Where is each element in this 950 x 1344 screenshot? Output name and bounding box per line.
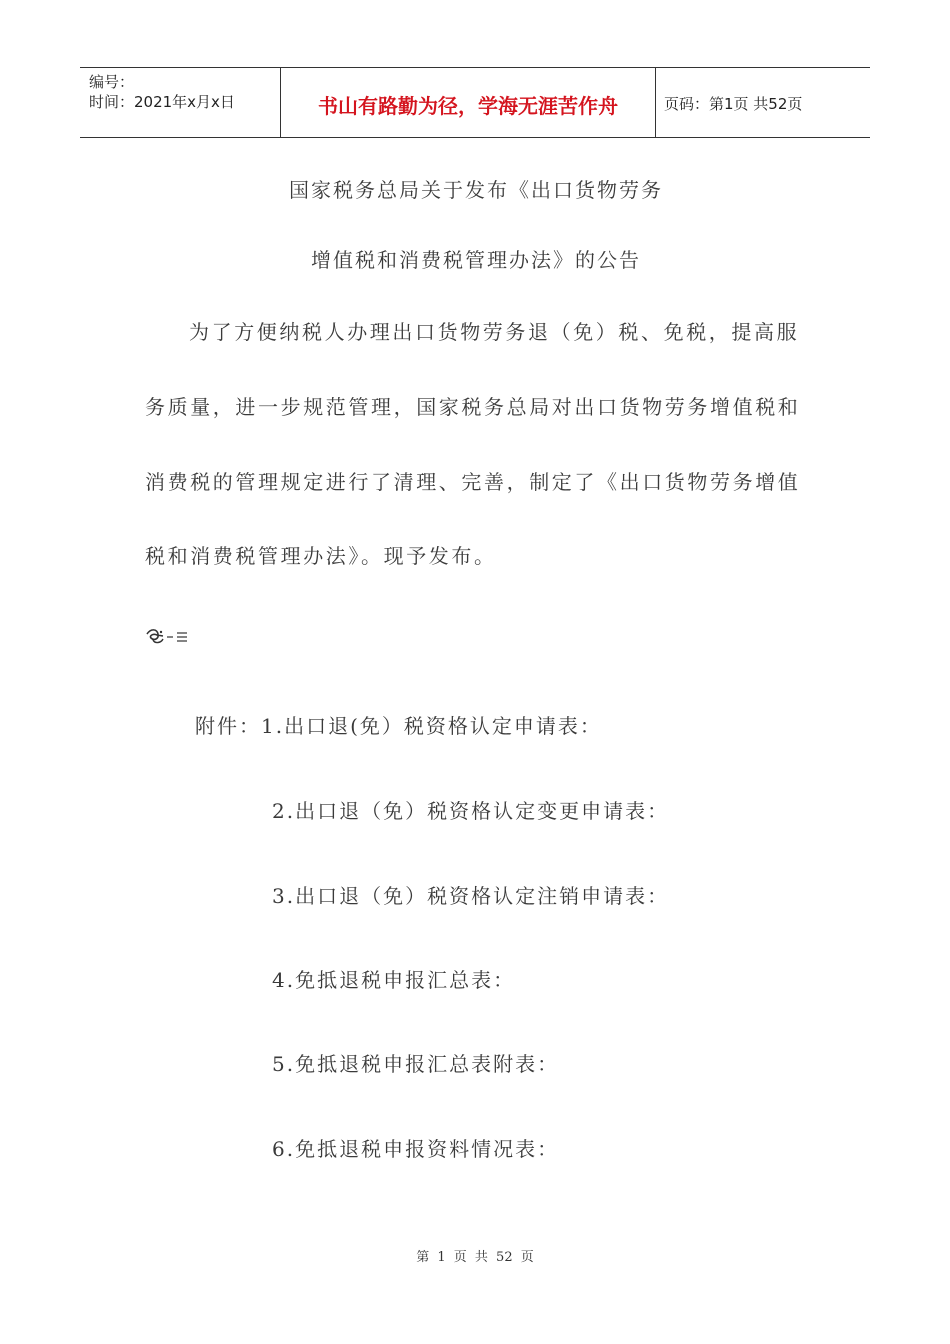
signature-mark-icon xyxy=(145,626,193,646)
header-page-label: 页码：第1页 共52页 xyxy=(664,95,803,113)
document-title-line-2: 增值税和消费税管理办法》的公告 xyxy=(311,248,641,272)
paragraph-line-2: 务质量，进一步规范管理，国家税务总局对出口货物劳务增值税和 xyxy=(145,395,801,419)
paragraph-line-1: 为了方便纳税人办理出口货物劳务退（免）税、免税，提高服 xyxy=(189,320,800,344)
paragraph-line-4: 税和消费税管理办法》。现予发布。 xyxy=(145,544,497,568)
attachment-item-1: 附件：1.出口退(免）税资格认定申请表： xyxy=(195,714,602,738)
paragraph-line-3: 消费税的管理规定进行了清理、完善，制定了《出口货物劳务增值 xyxy=(145,470,801,494)
attachment-item-5: 5.免抵退税申报汇总表附表： xyxy=(272,1052,560,1076)
time-label: 时间：2021年x月x日 xyxy=(89,93,235,111)
motto-text: 书山有路勤为径，学海无涯苦作舟 xyxy=(318,94,618,118)
number-label: 编号： xyxy=(89,73,135,91)
header-page-cell xyxy=(655,68,870,137)
attachment-item-2: 2.出口退（免）税资格认定变更申请表： xyxy=(272,799,670,823)
attachment-item-6: 6.免抵退税申报资料情况表： xyxy=(272,1137,560,1161)
header-motto-cell xyxy=(280,68,656,137)
page-footer: 第 1 页 共 52 页 xyxy=(416,1250,534,1265)
attachment-item-4: 4.免抵退税申报汇总表： xyxy=(272,968,516,992)
header-meta-cell xyxy=(80,68,280,137)
document-title-line-1: 国家税务总局关于发布《出口货物劳务 xyxy=(289,178,663,202)
document-header xyxy=(80,67,870,138)
attachment-item-3: 3.出口退（免）税资格认定注销申请表： xyxy=(272,884,670,908)
